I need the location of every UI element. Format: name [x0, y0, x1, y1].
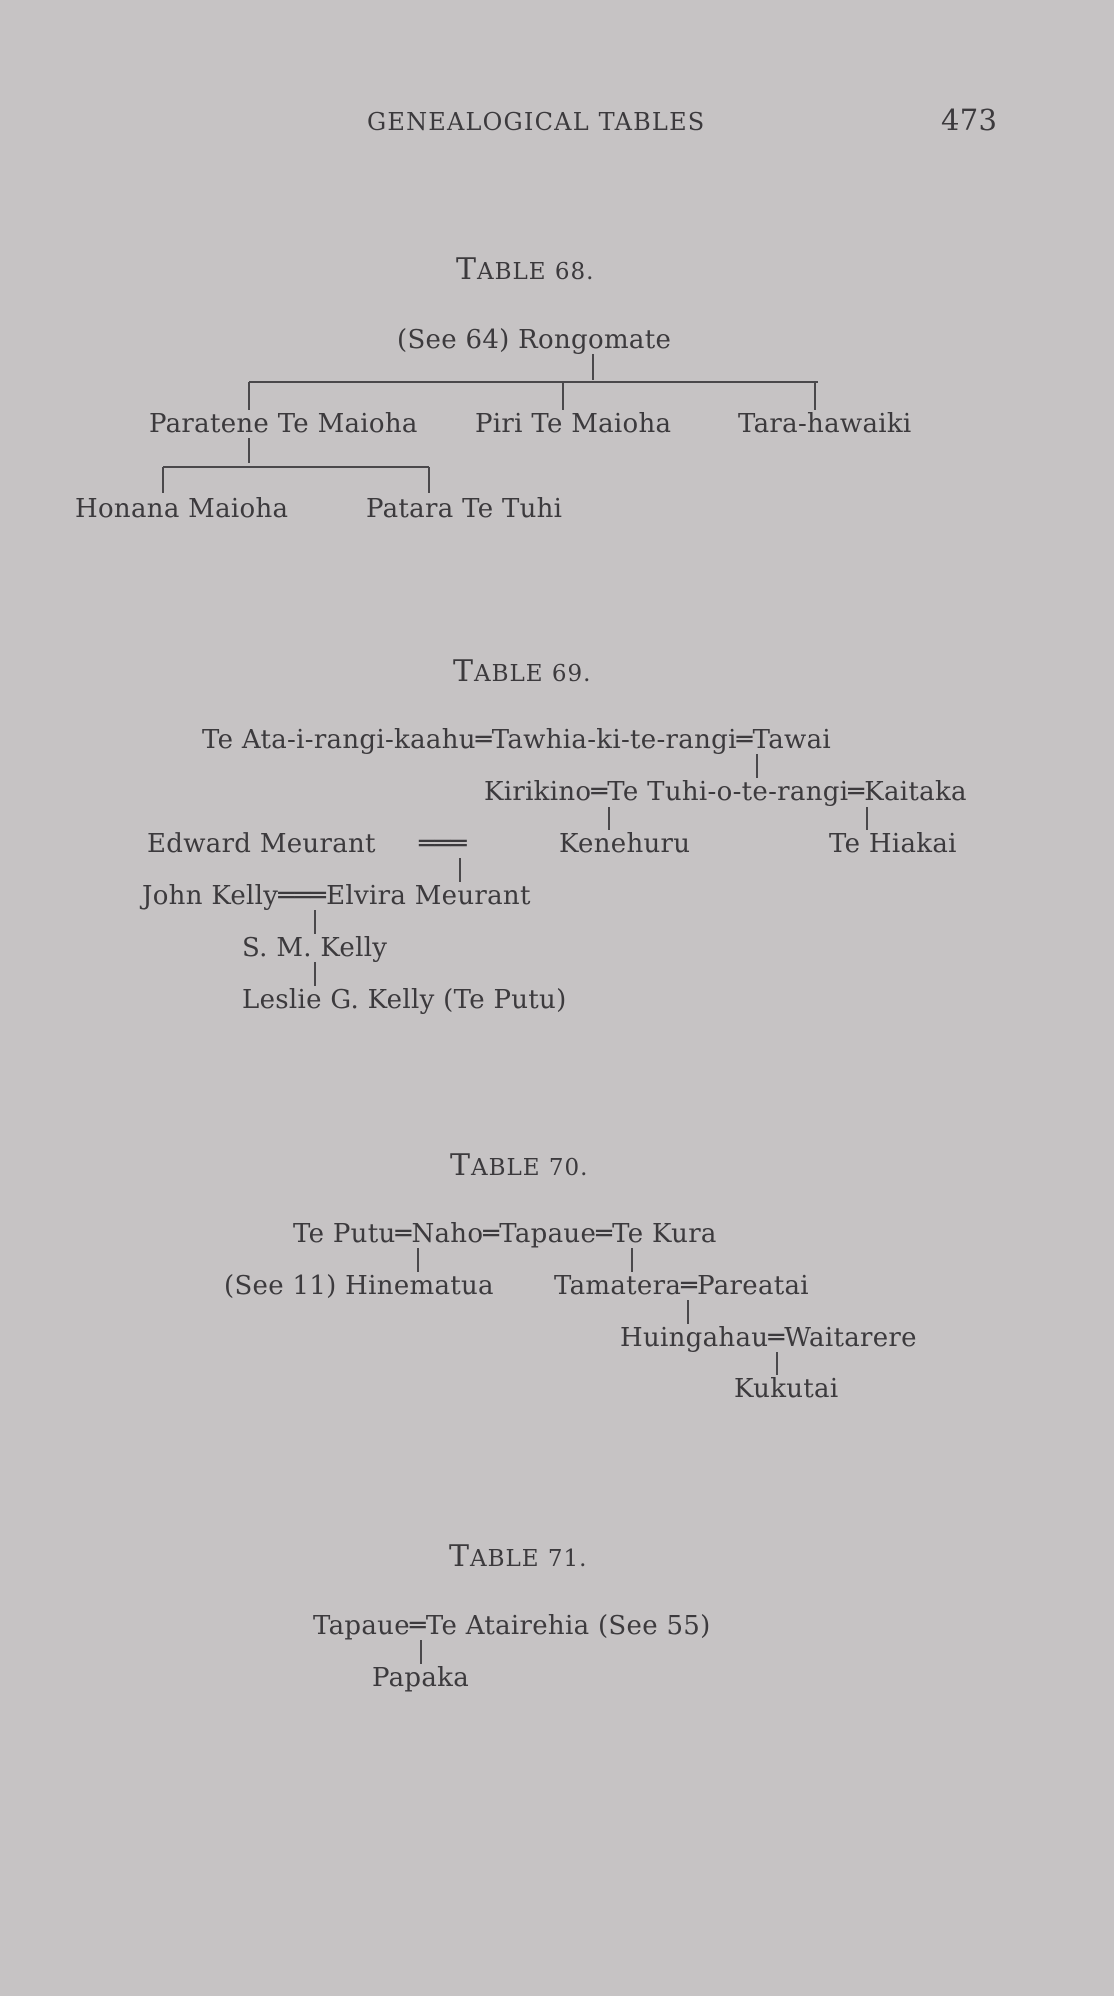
- t69-marriage-sign: ═══: [419, 829, 467, 859]
- t71-papaka: Papaka: [372, 1663, 470, 1693]
- t68-paratene: Paratene Te Maioha: [149, 409, 418, 439]
- table-68-title: TABLE 68.: [456, 252, 595, 287]
- t69-line-1: Te Ata-i-rangi-kaahu═Tawhia-ki-te-rangi═Tawai: [202, 725, 832, 755]
- t70-huingahau: Huingahau═Waitarere: [620, 1323, 917, 1353]
- t68-patara: Patara Te Tuhi: [366, 494, 563, 524]
- table-71-title: TABLE 71.: [449, 1539, 588, 1574]
- t70-hinematua: (See 11) Hinematua: [224, 1271, 494, 1301]
- t71-line-1: Tapaue═Te Atairehia (See 55): [313, 1611, 711, 1641]
- table-70-title: TABLE 70.: [450, 1148, 589, 1183]
- running-title: GENEALOGICAL TABLES: [367, 108, 706, 136]
- page-number: 473: [941, 103, 998, 137]
- t69-te-hiakai: Te Hiakai: [829, 829, 957, 859]
- t69-line-6: Leslie G. Kelly (Te Putu): [242, 985, 567, 1015]
- t70-tamatera: Tamatera═Pareatai: [554, 1271, 809, 1301]
- t68-tara-hawaiki: Tara-hawaiki: [738, 409, 912, 439]
- t68-rongomate: (See 64) Rongomate: [397, 325, 672, 355]
- t69-line-2: Kirikino═Te Tuhi-o-te-rangi═Kaitaka: [484, 777, 967, 807]
- table-69-title: TABLE 69.: [453, 654, 592, 689]
- t69-line-5: S. M. Kelly: [242, 933, 388, 963]
- t69-kenehuru: Kenehuru: [559, 829, 691, 859]
- t69-edward-meurant: Edward Meurant: [147, 829, 376, 859]
- t70-kukutai: Kukutai: [734, 1374, 839, 1404]
- t68-honana: Honana Maioha: [75, 494, 289, 524]
- t70-line-1: Te Putu═Naho═Tapaue═Te Kura: [293, 1219, 717, 1249]
- t69-line-4: John Kelly═══Elvira Meurant: [142, 881, 531, 911]
- t68-piri: Piri Te Maioha: [475, 409, 672, 439]
